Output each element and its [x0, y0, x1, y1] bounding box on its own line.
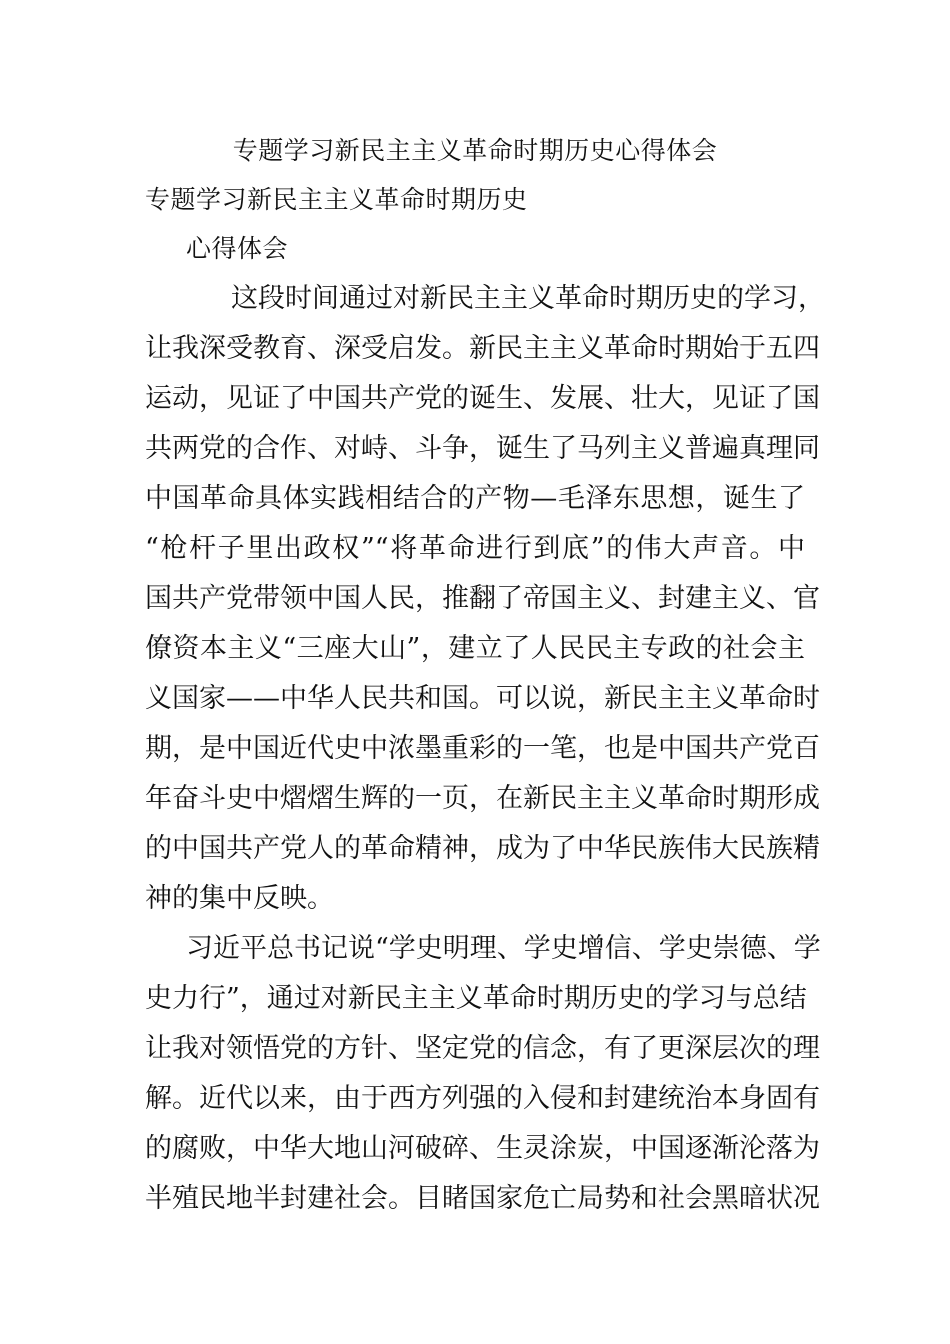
paragraph-line: 年奋斗史中熠熠生辉的一页，在新民主主义革命时期形成 [145, 783, 820, 814]
document-subtitle-line2: 心得体会 [186, 234, 289, 263]
paragraph-line: 这段时间通过对新民主主义革命时期历史的学习， [231, 283, 825, 314]
paragraph-line: 让我对领悟党的方针、坚定党的信念，有了更深层次的理 [145, 1033, 820, 1064]
paragraph-line: 的腐败，中华大地山河破碎、生灵涂炭，中国逐渐沦落为 [145, 1133, 820, 1164]
paragraph-line: 让我深受教育、深受启发。新民主主义革命时期始于五四 [145, 333, 820, 364]
paragraph-line: 僚资本主义“三座大山”，建立了人民民主专政的社会主 [145, 633, 805, 664]
paragraph-line: 国共产党带领中国人民，推翻了帝国主义、封建主义、官 [145, 583, 820, 614]
paragraph-line: 的中国共产党人的革命精神，成为了中华民族伟大民族精 [145, 833, 820, 864]
paragraph-line: 习近平总书记说“学史明理、学史增信、学史崇德、学 [186, 933, 821, 964]
document-subtitle-line1: 专题学习新民主主义革命时期历史 [145, 185, 528, 214]
paragraph-line: 中国革命具体实践相结合的产物—毛泽东思想，诞生了 [145, 483, 805, 514]
paragraph-line: 运动，见证了中国共产党的诞生、发展、壮大，见证了国 [145, 383, 820, 414]
paragraph-line: 解。近代以来，由于西方列强的入侵和封建统治本身固有 [145, 1083, 820, 1114]
paragraph-line: “枪杆子里出政权”“将革命进行到底”的伟大声音。中 [145, 533, 805, 564]
paragraph-line: 半殖民地半封建社会。目睹国家危亡局势和社会黑暗状况 [145, 1183, 820, 1214]
paragraph-line: 义国家——中华人民共和国。可以说，新民主主义革命时 [145, 683, 820, 714]
paragraph-line: 共两党的合作、对峙、斗争，诞生了马列主义普遍真理同 [145, 433, 820, 464]
paragraph-line: 神的集中反映。 [145, 883, 334, 914]
paragraph-line: 史力行”，通过对新民主主义革命时期历史的学习与总结 [145, 983, 807, 1014]
document-title: 专题学习新民主主义革命时期历史心得体会 [232, 136, 718, 165]
paragraph-line: 期，是中国近代史中浓墨重彩的一笔，也是中国共产党百 [145, 733, 820, 764]
